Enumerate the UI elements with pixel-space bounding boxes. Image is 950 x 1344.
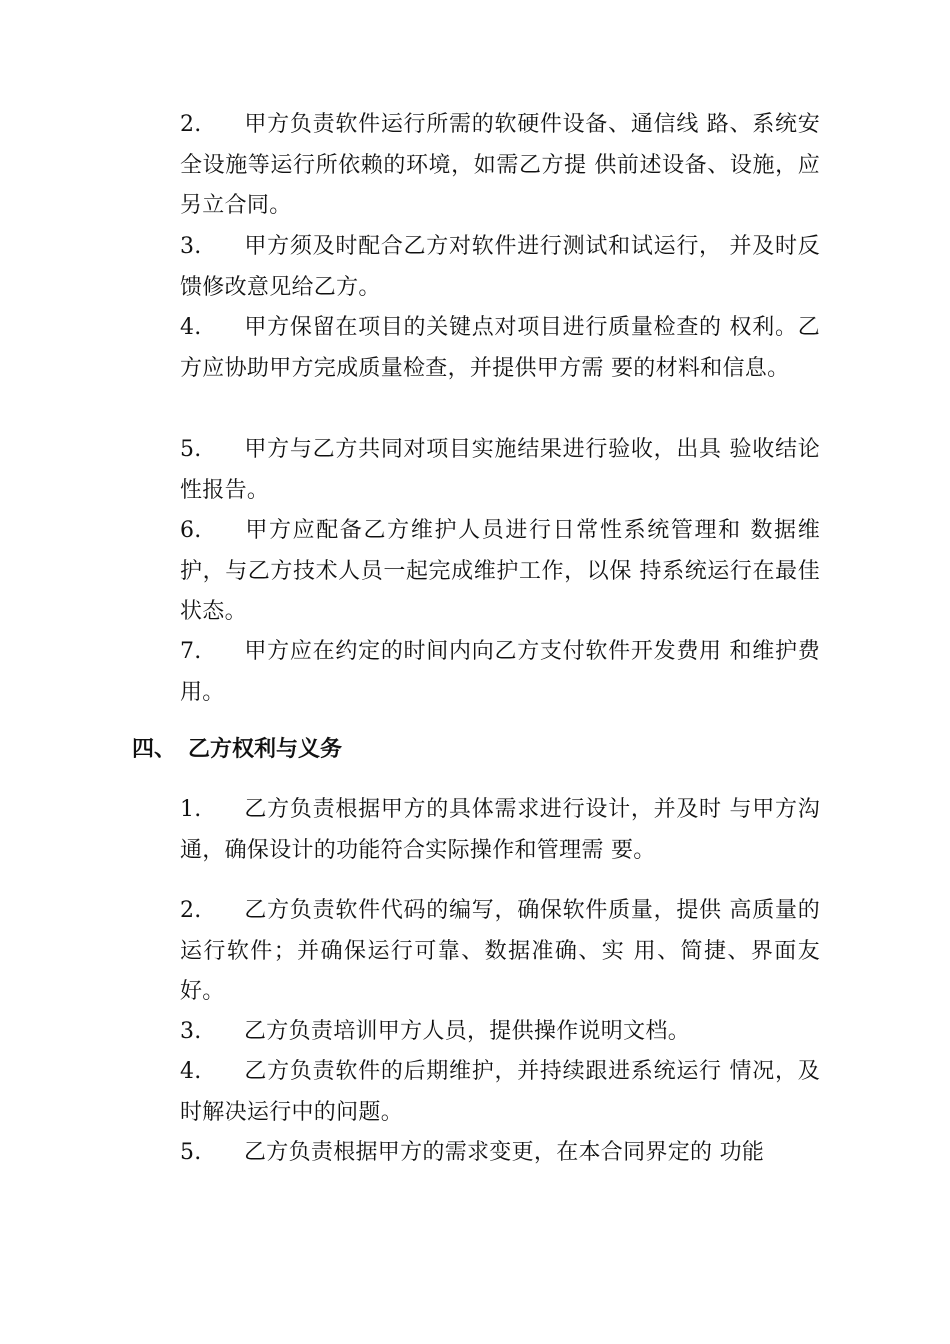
section-title: 乙方权利与义务	[188, 737, 343, 762]
list-item	[180, 308, 820, 389]
list-item	[180, 891, 820, 1013]
item-text: 甲方应在约定的时间内向乙方支付软件开发费用 和维护费用。	[180, 639, 820, 705]
item-number: 2.	[180, 898, 202, 923]
item-number: 6.	[180, 518, 202, 543]
item-text: 甲方应配备乙方维护人员进行日常性系统管理和 数据维护，与乙方技术人员一起完成维护工作，以保 持系统运行在最佳状态。	[180, 518, 820, 624]
item-number: 2.	[180, 112, 202, 137]
list-item	[180, 1133, 820, 1174]
item-text: 甲方须及时配合乙方对软件进行测试和试运行， 并及时反馈修改意见给乙方。	[180, 234, 820, 300]
section-heading	[132, 730, 342, 770]
list-item	[180, 1052, 820, 1133]
item-number: 4.	[180, 315, 202, 340]
item-text: 甲方与乙方共同对项目实施结果进行验收，出具 验收结论性报告。	[180, 437, 820, 503]
section-number: 四、	[132, 737, 177, 762]
item-number: 1.	[180, 797, 202, 822]
list-item	[180, 632, 820, 713]
item-number: 3.	[180, 234, 202, 259]
list-item	[180, 511, 820, 633]
item-text: 乙方负责根据甲方的具体需求进行设计，并及时 与甲方沟通，确保设计的功能符合实际操作和管理需 要。	[180, 797, 820, 863]
item-text: 甲方负责软件运行所需的软硬件设备、通信线 路、系统安全设施等运行所依赖的环境，如需乙方提 供前述设备、设施，应另立合同。	[180, 112, 820, 218]
item-number: 5.	[180, 437, 202, 462]
item-number: 5.	[180, 1140, 202, 1165]
list-item	[180, 227, 820, 308]
list-item	[180, 790, 820, 871]
list-item	[180, 430, 820, 511]
list-item	[180, 105, 820, 227]
item-text: 乙方负责培训甲方人员，提供操作说明文档。	[244, 1019, 691, 1044]
item-number: 3.	[180, 1019, 202, 1044]
item-number: 7.	[180, 639, 202, 664]
item-text: 乙方负责根据甲方的需求变更，在本合同界定的 功能	[244, 1140, 765, 1165]
list-item	[180, 1012, 820, 1053]
item-text: 乙方负责软件代码的编写，确保软件质量，提供 高质量的运行软件；并确保运行可靠、数据准确、实 用、简捷、界面友好。	[180, 898, 820, 1004]
item-number: 4.	[180, 1059, 202, 1084]
item-text: 乙方负责软件的后期维护，并持续跟进系统运行 情况，及时解决运行中的问题。	[180, 1059, 820, 1125]
item-text: 甲方保留在项目的关键点对项目进行质量检查的 权利。乙方应协助甲方完成质量检查，并提供甲方需 要的材料和信息。	[180, 315, 820, 381]
